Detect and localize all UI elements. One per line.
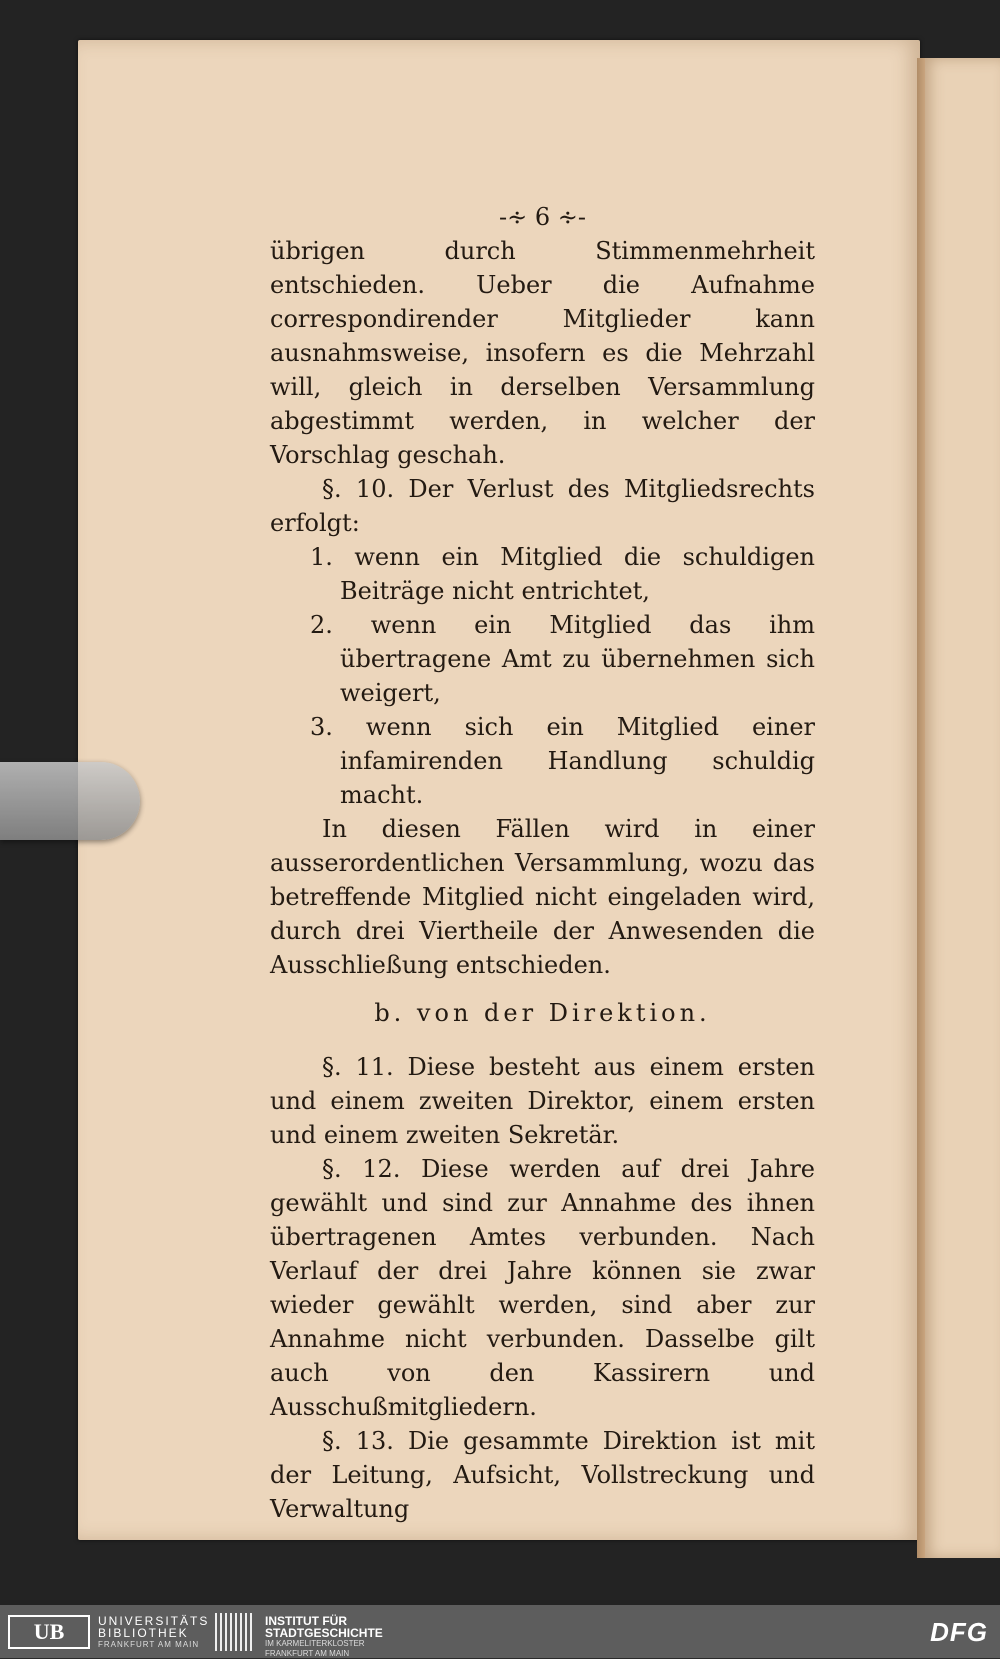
page-number: -∻ 6 ∻- <box>499 203 586 231</box>
isg-label <box>265 1615 383 1659</box>
ub-logo[interactable]: UB <box>8 1615 90 1649</box>
section-12: §. 12. Diese werden auf drei Jahre gewählt und sind zur Annahme des ihnen übertragenen Amtes verbunden. Nach Verlauf der drei Jahre können sie zwar wieder gewählt werden, sind aber zur Annahme nicht verbunden. Dasselbe gilt auch von den Kassirern und Ausschußmitgliedern. <box>270 1155 815 1421</box>
ub-label <box>98 1615 209 1651</box>
facing-page <box>922 58 1000 1558</box>
isg-line-4: FRANKFURT AM MAIN <box>265 1649 350 1658</box>
page-gutter <box>917 58 925 1558</box>
isg-logo-icon[interactable] <box>215 1613 255 1651</box>
section-11: §. 11. Diese besteht aus einem ersten und einem zweiten Direktor, einem ersten und einem zweiten Sekretär. <box>270 1053 815 1149</box>
isg-line-3: IM KARMELITERKLOSTER <box>265 1639 365 1648</box>
section-10: §. 10. Der Verlust des Mitgliedsrechts erfolgt: <box>270 475 815 537</box>
page-text <box>270 200 815 1526</box>
paragraph-exclusion: In diesen Fällen wird in einer ausserordentlichen Versammlung, wozu das betreffende Mitglied nicht eingeladen wird, durch drei Viertheile der Anwesenden die Ausschließung entschieden. <box>270 815 815 979</box>
list-item-1: 1. wenn ein Mitglied die schuldigen Beiträge nicht entrichtet, <box>310 543 815 605</box>
dfg-logo[interactable]: DFG <box>930 1617 988 1647</box>
section-heading: b. von der Direktion. <box>374 999 711 1027</box>
section-13: §. 13. Die gesammte Direktion ist mit der Leitung, Aufsicht, Vollstreckung und Verwaltung <box>270 1427 815 1523</box>
ub-line-1: UNIVERSITÄTS <box>98 1614 210 1628</box>
list-item-2: 2. wenn ein Mitglied das ihm übertragene Amt zu übernehmen sich weigert, <box>310 611 815 707</box>
paragraph-continuation: übrigen durch Stimmenmehrheit entschieden. Ueber die Aufnahme correspondirender Mitglieder kann ausnahmsweise, insofern es die Mehrzahl will, gleich in derselben Versammlung abgestimmt werden, in welcher der Vorschlag geschah. <box>270 237 815 469</box>
ub-line-3: FRANKFURT AM MAIN <box>98 1640 200 1649</box>
ub-line-2: BIBLIOTHEK <box>98 1626 189 1640</box>
isg-line-1: INSTITUT FÜR <box>265 1614 347 1628</box>
footer-bar <box>0 1605 1000 1658</box>
page-turn-tab[interactable] <box>0 762 140 840</box>
isg-line-2: STADTGESCHICHTE <box>265 1626 383 1640</box>
list-item-3: 3. wenn sich ein Mitglied einer infamirenden Handlung schuldig macht. <box>310 713 815 809</box>
